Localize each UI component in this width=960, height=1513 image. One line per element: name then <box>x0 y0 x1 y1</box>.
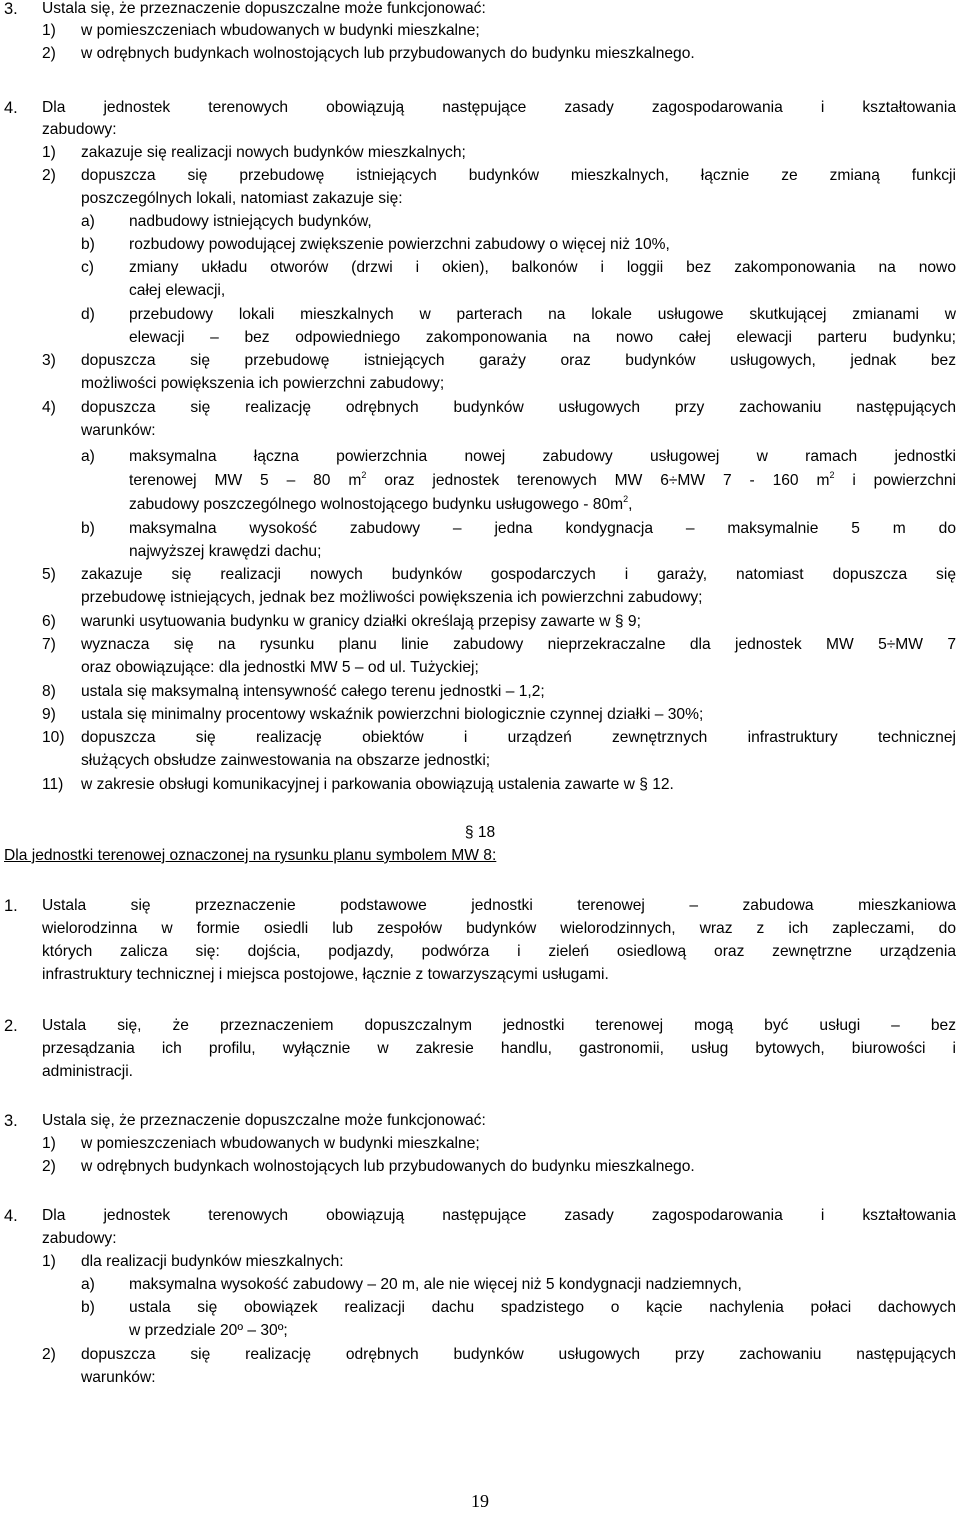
list-number: 1) <box>42 22 56 39</box>
sublist-letter: b) <box>81 1299 95 1316</box>
list-number: 3) <box>42 352 56 369</box>
sublist-text: rozbudowy powodującej zwiększenie powierzchni zabudowy o więcej niż 10%, <box>129 236 670 253</box>
sublist-text: maksymalna wysokość zabudowy – 20 m, ale nie więcej niż 5 kondygnacji nadziemnych, <box>129 1276 742 1293</box>
list-number: 11) <box>42 776 64 793</box>
sublist-text: maksymalna wysokość zabudowy – jedna kondygnacja – maksymalnie 5 m do <box>129 520 956 537</box>
list-number: 2) <box>42 45 56 62</box>
list-item-text: dopuszcza się realizację odrębnych budynków usługowych przy zachowaniu następujących <box>81 1346 956 1363</box>
list-item-text: w odrębnych budynkach wolnostojących lub przybudowanych do budynku mieszkalnego. <box>81 1158 695 1175</box>
paragraph-line: Dla jednostek terenowych obowiązują następujące zasady zagospodarowania i kształtowania <box>42 1207 956 1224</box>
paragraph-line: wielorodzinna w formie osiedli lub zespołów budynków wielorodzinnych, wraz z ich zapleczami, do <box>42 920 956 937</box>
item-number: 3. <box>4 1112 18 1130</box>
list-item-text: służących obsłudze zainwestowania na obszarze jednostki; <box>81 752 491 769</box>
sublist-text: przebudowy lokali mieszkalnych w parterach na lokale usługowe skutkującej zmianami w <box>129 306 956 323</box>
sublist-letter: c) <box>81 259 94 276</box>
list-item-text: możliwości powiększenia ich powierzchni zabudowy; <box>81 375 445 392</box>
list-number: 4) <box>42 399 56 416</box>
paragraph-line: infrastruktury technicznej i miejsca postojowe, łącznie z towarzyszącymi usługami. <box>42 966 609 983</box>
sublist-text: zmiany układu otworów (drzwi i okien), balkonów i loggii bez zakomponowania na nowo <box>129 259 956 276</box>
sublist-text: całej elewacji, <box>129 282 226 299</box>
sublist-letter: d) <box>81 306 95 323</box>
item-number: 2. <box>4 1017 18 1035</box>
list-number: 7) <box>42 636 56 653</box>
list-item-text: w pomieszczeniach wbudowanych w budynki mieszkalne; <box>81 1135 480 1152</box>
sublist-letter: b) <box>81 520 95 537</box>
list-item-text: zakazuje się realizacji nowych budynków mieszkalnych; <box>81 144 466 161</box>
paragraph-line: przesądzania ich profilu, wyłącznie w zakresie handlu, gastronomii, usług bytowych, biurowości i <box>42 1040 956 1057</box>
list-item-text: ustala się minimalny procentowy wskaźnik powierzchni biologicznie czynnej działki – 30%; <box>81 706 704 723</box>
list-item-text: ustala się maksymalną intensywność całego terenu jednostki – 1,2; <box>81 683 545 700</box>
sublist-text: terenowej MW 5 – 80 $m^2$ oraz jednostek terenowych MW 6÷MW 7 - 160 $m^2$ i powierzchni <box>129 469 957 489</box>
sublist-text: ustala się obowiązek realizacji dachu spadzistego o kącie nachylenia połaci dachowych <box>129 1299 956 1316</box>
section-subtitle: Dla jednostki terenowej oznaczonej na rysunku planu symbolem MW 8: <box>4 847 497 864</box>
list-number: 1) <box>42 1135 56 1152</box>
sublist-text: elewacji – bez odpowiedniego zakomponowania na nowo całej elewacji parteru budynku; <box>129 329 956 346</box>
paragraph-line: zabudowy: <box>42 1230 117 1247</box>
list-item-text: dla realizacji budynków mieszkalnych: <box>81 1253 344 1270</box>
list-item-text: dopuszcza się przebudowę istniejących garaży oraz budynków usługowych, jednak bez <box>81 352 956 369</box>
list-item-text: w zakresie obsługi komunikacyjnej i parkowania obowiązują ustalenia zawarte w § 12. <box>81 776 674 793</box>
list-item-text: dopuszcza się realizację odrębnych budynków usługowych przy zachowaniu następujących <box>81 399 956 416</box>
list-number: 5) <box>42 566 56 583</box>
list-item-text: w odrębnych budynkach wolnostojących lub przybudowanych do budynku mieszkalnego. <box>81 45 695 62</box>
item-number: 4. <box>4 1207 18 1225</box>
sublist-letter: a) <box>81 1276 95 1293</box>
paragraph-line: których zalicza się: dojścia, podjazdy, podwórza i zieleń osiedlową oraz zewnętrzne urządzenia <box>42 943 956 960</box>
paragraph-line: Ustala się przeznaczenie podstawowe jednostki terenowej – zabudowa mieszkaniowa <box>42 897 956 914</box>
list-item-text: dopuszcza się realizację obiektów i urządzeń zewnętrznych infrastruktury technicznej <box>81 729 956 746</box>
item-number: 1. <box>4 897 18 915</box>
list-number: 6) <box>42 613 56 630</box>
paragraph-line: Dla jednostek terenowych obowiązują następujące zasady zagospodarowania i kształtowania <box>42 99 956 116</box>
list-number: 2) <box>42 1158 56 1175</box>
sublist-text: w przedziale 20º – 30º; <box>129 1322 288 1339</box>
list-item-text: poszczególnych lokali, natomiast zakazuje się: <box>81 190 403 207</box>
sublist-text: maksymalna łączna powierzchnia nowej zabudowy usługowej w ramach jednostki <box>129 448 956 465</box>
list-number: 9) <box>42 706 56 723</box>
list-number: 8) <box>42 683 56 700</box>
paragraph-line: Ustala się, że przeznaczeniem dopuszczalnym jednostki terenowej mogą być usługi – bez <box>42 1017 956 1034</box>
list-number: 1) <box>42 144 56 161</box>
sublist-text: najwyższej krawędzi dachu; <box>129 543 322 560</box>
list-number: 2) <box>42 1346 56 1363</box>
sublist-text: zabudowy poszczególnego wolnostojącego budynku usługowego - $80m^2$, <box>129 493 633 513</box>
paragraph-line: administracji. <box>42 1063 133 1080</box>
sublist-letter: b) <box>81 236 95 253</box>
list-item-text: w pomieszczeniach wbudowanych w budynki mieszkalne; <box>81 22 480 39</box>
item-number: 3. <box>4 0 18 18</box>
list-item-text: przebudowę istniejących, jednak bez możliwości powiększenia ich powierzchni zabudowy; <box>81 589 703 606</box>
item-number: 4. <box>4 99 18 117</box>
list-item-text: zakazuje się realizacji nowych budynków gospodarczych i garaży, natomiast dopuszcza się <box>81 566 956 583</box>
list-number: 1) <box>42 1253 56 1270</box>
list-item-text: oraz obowiązujące: dla jednostki MW 5 – od ul. Tużyckiej; <box>81 659 479 676</box>
list-item-text: warunków: <box>81 422 156 439</box>
list-number: 10) <box>42 729 65 746</box>
paragraph-line: zabudowy: <box>42 121 117 138</box>
list-item-text: dopuszcza się przebudowę istniejących budynków mieszkalnych, łącznie ze zmianą funkcji <box>81 167 956 184</box>
sublist-letter: a) <box>81 213 95 230</box>
list-item-text: wyznacza się na rysunku planu linie zabudowy nieprzekraczalne dla jednostek MW 5÷MW 7 <box>81 636 956 653</box>
list-item-text: warunki usytuowania budynku w granicy działki określają przepisy zawarte w § 9; <box>81 613 641 630</box>
paragraph-line: Ustala się, że przeznaczenie dopuszczalne może funkcjonować: <box>42 1112 486 1129</box>
page-number: 19 <box>471 1491 489 1511</box>
list-item-text: warunków: <box>81 1369 156 1386</box>
paragraph-line: Ustala się, że przeznaczenie dopuszczalne może funkcjonować: <box>42 0 486 17</box>
sublist-letter: a) <box>81 448 95 465</box>
list-number: 2) <box>42 167 56 184</box>
sublist-text: nadbudowy istniejących budynków, <box>129 213 372 230</box>
section-title: § 18 <box>464 824 496 841</box>
